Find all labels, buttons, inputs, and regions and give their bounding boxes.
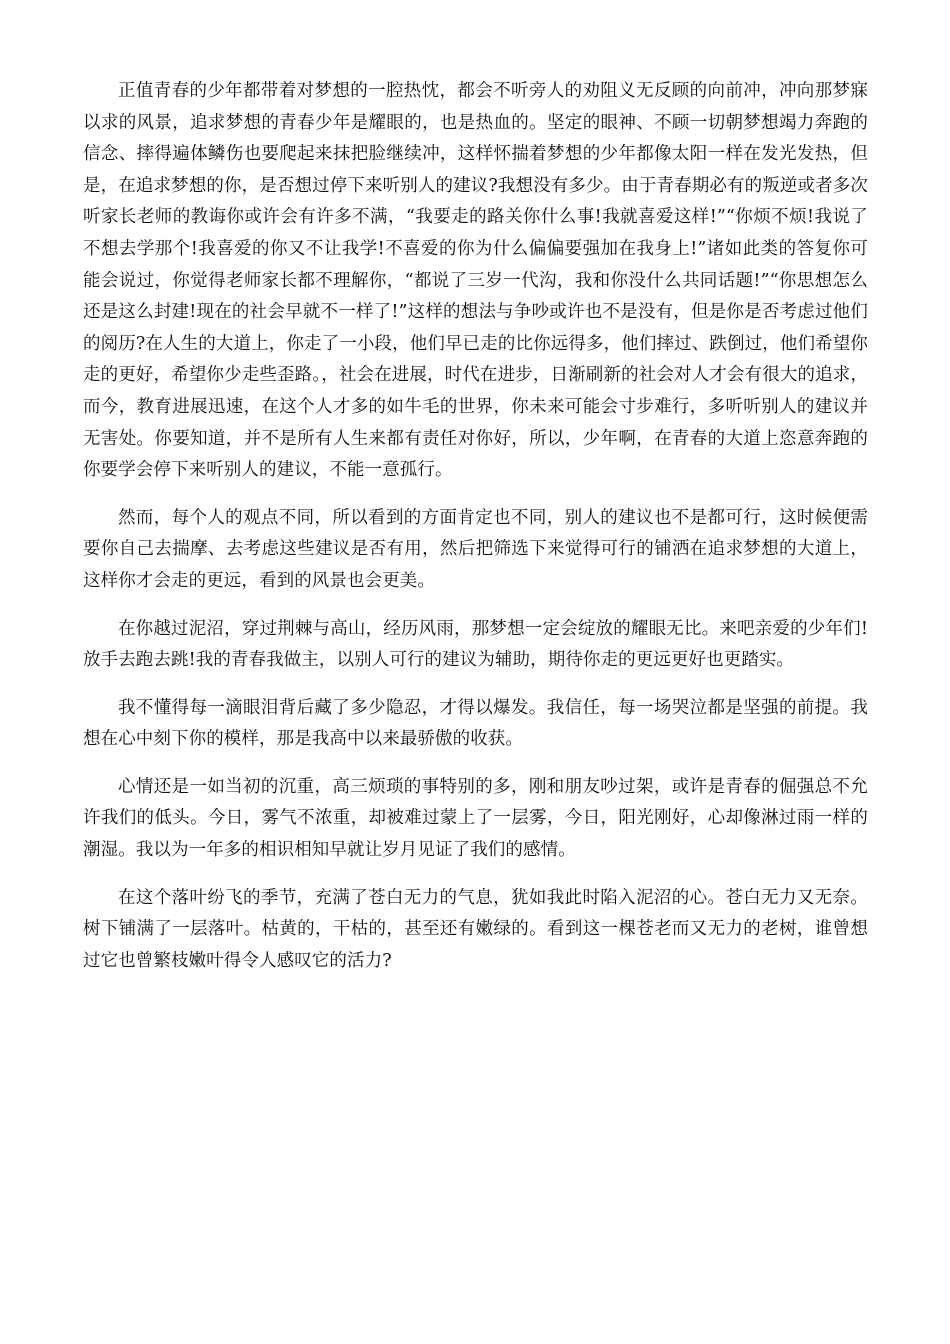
paragraph-1: 正值青春的少年都带着对梦想的一腔热忱，都会不听旁人的劝阻义无反顾的向前冲，冲向那梦寐以求的风景，追求梦想的青春少年是耀眼的，也是热血的。坚定的眼神、不顾一切朝梦想竭力奔跑的信念、摔得遍体鳞伤也要爬起来抹把脸继续冲，这样怀揣着梦想的少年都像太阳一样在发光发热，但是，在追求梦想的你，是否想过停下来听别人的建议?我想没有多少。由于青春期必有的叛逆或者多次听家长老师的教诲你或许会有许多不满，“我要走的路关你什么事!我就喜爱这样!”“你烦不烦!我说了不想去学那个!我喜爱的你又不让我学!不喜爱的你为什么偏偏要强加在我身上!”诸如此类的答复你可能会说过，你觉得老师家长都不理解你，“都说了三岁一代沟，我和你没什么共同话题!”“你思想怎么还是这么封建!现在的社会早就不一样了!”这样的想法与争吵或许也不是没有，但是你是否考虑过他们的阅历?在人生的大道上，你走了一小段，他们早已走的比你远得多，他们摔过、跌倒过，他们希望你走的更好，希望你少走些歪路。，社会在进展，时代在进步，日渐刷新的社会对人才会有很大的追求，而今，教育进展迅速，在这个人才多的如牛毛的世界，你未来可能会寸步难行，多听听别人的建议并无害处。你要知道，并不是所有人生来都有责任对你好，所以，少年啊，在青春的大道上恣意奔跑的你要学会停下来听别人的建议，不能一意孤行。: [83, 81, 868, 481]
paragraph-6: 在这个落叶纷飞的季节，充满了苍白无力的气息，犹如我此时陷入泥沼的心。苍白无力又无奈。树下铺满了一层落叶。枯黄的，干枯的，甚至还有嫩绿的。看到这一棵苍老而又无力的老树，谁曾想过它也曾繁枝嫩叶得令人感叹它的活力?: [83, 887, 868, 971]
document-page: [83, 76, 868, 993]
paragraph-4: 我不懂得每一滴眼泪背后藏了多少隐忍，才得以爆发。我信任，每一场哭泣都是坚强的前提。我想在心中刻下你的模样，那是我高中以来最骄傲的收获。: [83, 697, 868, 750]
paragraph-5: 心情还是一如当初的沉重，高三烦琐的事特别的多，刚和朋友吵过架，或许是青春的倔强总不允许我们的低头。今日，雾气不浓重，却被难过蒙上了一层雾，今日，阳光刚好，心却像淋过雨一样的潮湿。我以为一年多的相识相知早就让岁月见证了我们的感情。: [83, 776, 868, 861]
paragraph-3: 在你越过泥沼，穿过荆棘与高山，经历风雨，那梦想一定会绽放的耀眼无比。来吧亲爱的少年们!放手去跑去跳!我的青春我做主，以别人可行的建议为辅助，期待你走的更远更好也更踏实。: [83, 618, 868, 671]
paragraph-2: 然而，每个人的观点不同，所以看到的方面肯定也不同，别人的建议也不是都可行，这时候便需要你自己去揣摩、去考虑这些建议是否有用，然后把筛选下来觉得可行的铺洒在追求梦想的大道上，这样你才会走的更远，看到的风景也会更美。: [83, 507, 868, 591]
